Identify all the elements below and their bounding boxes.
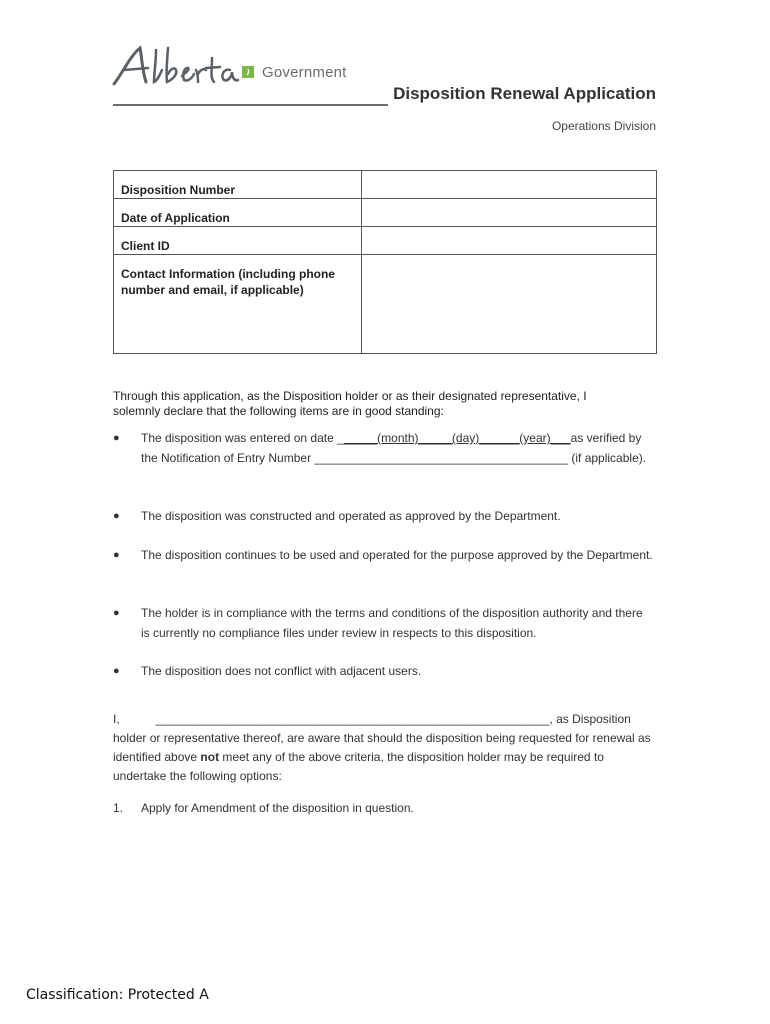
entry-number-blank[interactable]: ______________________________________ xyxy=(314,450,569,465)
declaration-prefix: I, xyxy=(113,712,120,726)
holder-name-blank[interactable]: ___________________________________________________________ xyxy=(155,712,550,726)
entry-month-blank[interactable]: _____(month)_____ xyxy=(343,431,452,445)
bullet-icon: ● xyxy=(113,510,120,522)
bullet-icon: ● xyxy=(113,432,120,444)
document-title: Disposition Renewal Application xyxy=(393,84,656,103)
entry-year-blank[interactable]: (year)___ xyxy=(519,431,571,445)
item1-text-a: The disposition was entered on date _ xyxy=(141,431,344,445)
option-text: Apply for Amendment of the disposition in question. xyxy=(141,801,414,815)
declaration-intro: Through this application, as the Disposition holder or as their designated representative, I solemnly declare that the following items are in good standing: xyxy=(113,389,587,418)
contact-information-field[interactable] xyxy=(362,255,657,354)
bullet-icon: ● xyxy=(113,549,120,561)
contact-information-label: Contact Information (including phone number and email, if applicable) xyxy=(114,255,362,354)
declaration-paragraph xyxy=(113,710,658,786)
item1-text-b: as verified by the Notification of Entry Number xyxy=(141,431,642,465)
list-item xyxy=(113,662,653,701)
classification-footer: Classification: Protected A xyxy=(26,987,209,1003)
item1-text-c: (if applicable). xyxy=(568,450,647,465)
item5-text: The disposition does not conflict with adjacent users. xyxy=(141,664,422,678)
table-row xyxy=(114,255,657,354)
item3-text: The disposition continues to be used and operated for the purpose approved by the Department. xyxy=(141,548,653,562)
declaration-text-b: meet any of the above criteria, the disposition holder may be required to undertake the following options: xyxy=(113,750,604,783)
list-item xyxy=(113,546,653,604)
logo-government-text: Government xyxy=(262,64,347,81)
item4-text: The holder is in compliance with the terms and conditions of the disposition authority and there is currently no compliance files under review in respects to this disposition. xyxy=(141,606,643,640)
alberta-wordmark-icon xyxy=(112,44,262,92)
disposition-number-field[interactable] xyxy=(362,171,657,199)
client-id-field[interactable] xyxy=(362,227,657,255)
entry-day-blank[interactable]: (day)______ xyxy=(451,431,520,445)
declaration-text-a: , as Disposition holder or representative thereof, are aware that should the disposition being requested for renewal as identified above xyxy=(113,712,651,764)
alberta-government-logo xyxy=(112,44,357,92)
list-item xyxy=(113,507,653,546)
bullet-icon: ● xyxy=(113,665,120,677)
division-label: Operations Division xyxy=(551,119,656,133)
applicant-info-table xyxy=(113,170,657,354)
declaration-emphasis: not xyxy=(200,750,220,764)
table-row xyxy=(114,171,657,199)
date-of-application-label: Date of Application xyxy=(114,199,362,227)
date-of-application-field[interactable] xyxy=(362,199,657,227)
bullet-icon: ● xyxy=(113,607,120,619)
disposition-number-label: Disposition Number xyxy=(114,171,362,199)
table-row xyxy=(114,227,657,255)
list-item xyxy=(113,429,653,507)
option-item xyxy=(113,799,414,818)
good-standing-list xyxy=(113,429,653,701)
header-divider xyxy=(113,104,388,106)
item2-text: The disposition was constructed and operated as approved by the Department. xyxy=(141,509,561,523)
option-number: 1. xyxy=(113,801,124,815)
client-id-label: Client ID xyxy=(114,227,362,255)
table-row xyxy=(114,199,657,227)
list-item xyxy=(113,604,653,662)
